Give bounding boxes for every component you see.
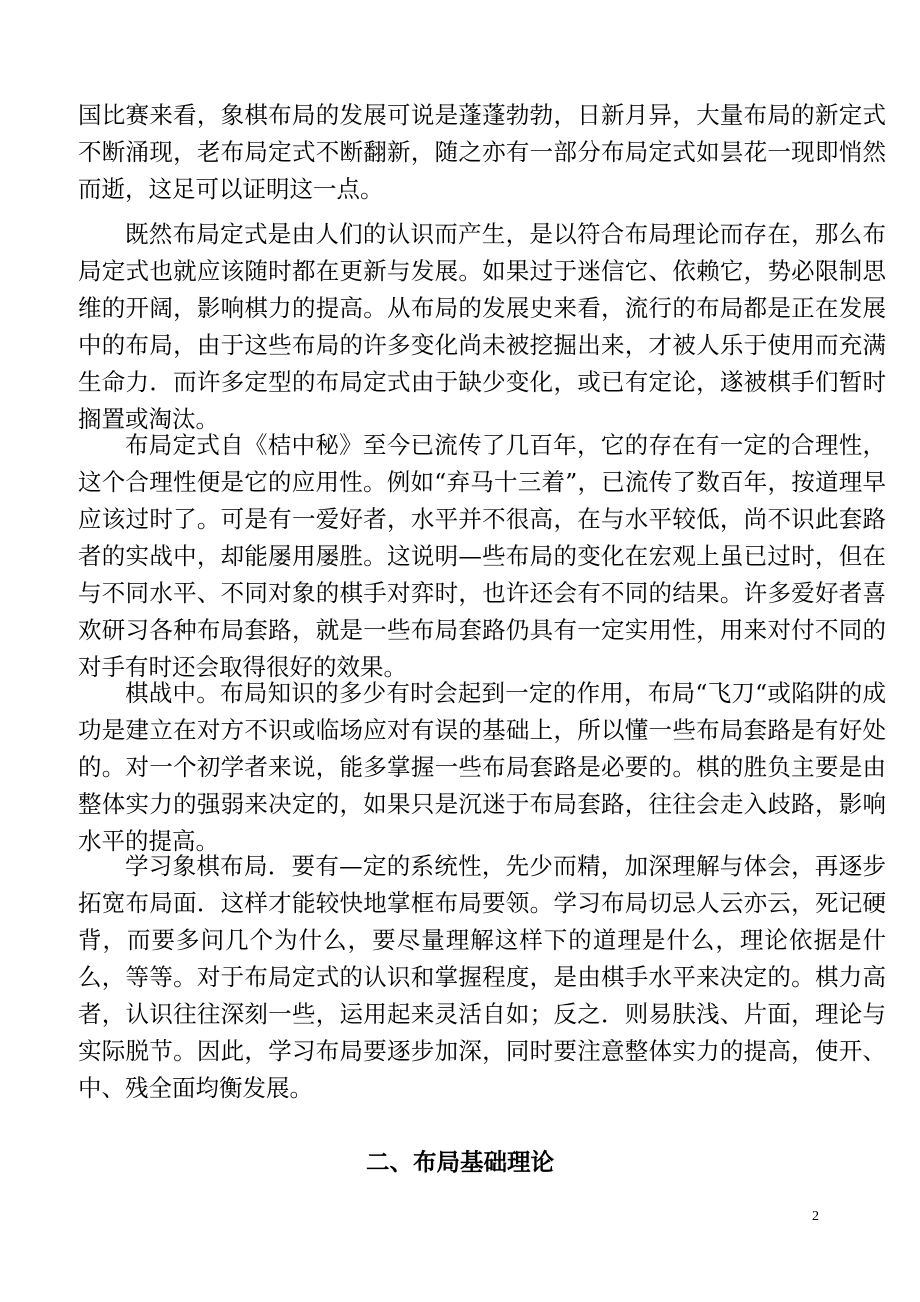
paragraph-layout-theory: 既然布局定式是由人们的认识而产生，是以符合布局理论而存在，那么布局定式也就应该随时都在更新与发展。如果过于迷信它、依赖它，势必限制思维的开阔，影响棋力的提高。从布局的发展史来看，流行的布局都是正在发展中的布局，由于这些布局的许多变化尚未被挖掘出来，才被人乐于使用而充满生命力．而许多定型的布局定式由于缺少变化，或已有定论，遂被棋手们暂时搁置或淘汰。: [78, 220, 886, 433]
paragraph-learning-layout: 学习象棋布局．要有—定的系统性，先少而精，加深理解与体会，再逐步拓宽布局面．这样才能较快地掌框布局要领。学习布局切忌人云亦云，死记硬背，而要多问几个为什么，要尽量理解这样下的道理是什么，理论依据是什么，等等。对于布局定式的认识和掌握程度，是由棋手水平来决定的。棋力高者，认识往往深刻一些，运用起来灵活自如；反之．则易肤浅、片面，理论与实际脱节。因此，学习布局要逐步加深，同时要注意整体实力的提高，使开、中、残全面均衡发展。: [78, 852, 886, 1102]
paragraph-layout-knowledge: 棋战中。布局知识的多少有时会起到一定的作用，布局“飞刀“或陷阱的成功是建立在对方不识或临场应对有误的基础上，所以懂一些布局套路是有好处的。对一个初学者来说，能多掌握一些布局套路是必要的。棋的胜负主要是由整体实力的强弱来决定的，如果只是沉迷于布局套路，往往会走入歧路，影响水平的提高。: [78, 679, 886, 855]
section-heading: 二、布局基础理论: [366, 1148, 554, 1176]
page-number: 2: [812, 1209, 819, 1224]
paragraph-continuation: 国比赛来看，象棋布局的发展可说是蓬蓬勃勃，日新月异，大量布局的新定式不断涌现，老布局定式不断翻新，随之亦有一部分布局定式如昙花一现即悄然而逝，这足可以证明这一点。: [78, 101, 886, 203]
paragraph-orange-secret: 布局定式自《桔中秘》至今已流传了几百年，它的存在有一定的合理性，这个合理性便是它的应用性。例如“弃马十三着”，已流传了数百年，按道理早应该过时了。可是有一爱好者，水平并不很高，在与水平较低，尚不识此套路者的实战中，却能屡用屡胜。这说明—些布局的变化在宏观上虽已过时，但在与不同水平、不同对象的棋手对弈时，也许还会有不同的结果。许多爱好者喜欢研习各种布局套路，就是一些布局套路仍具有一定实用性，用来对付不同的对手有时还会取得很好的效果。: [78, 431, 886, 681]
